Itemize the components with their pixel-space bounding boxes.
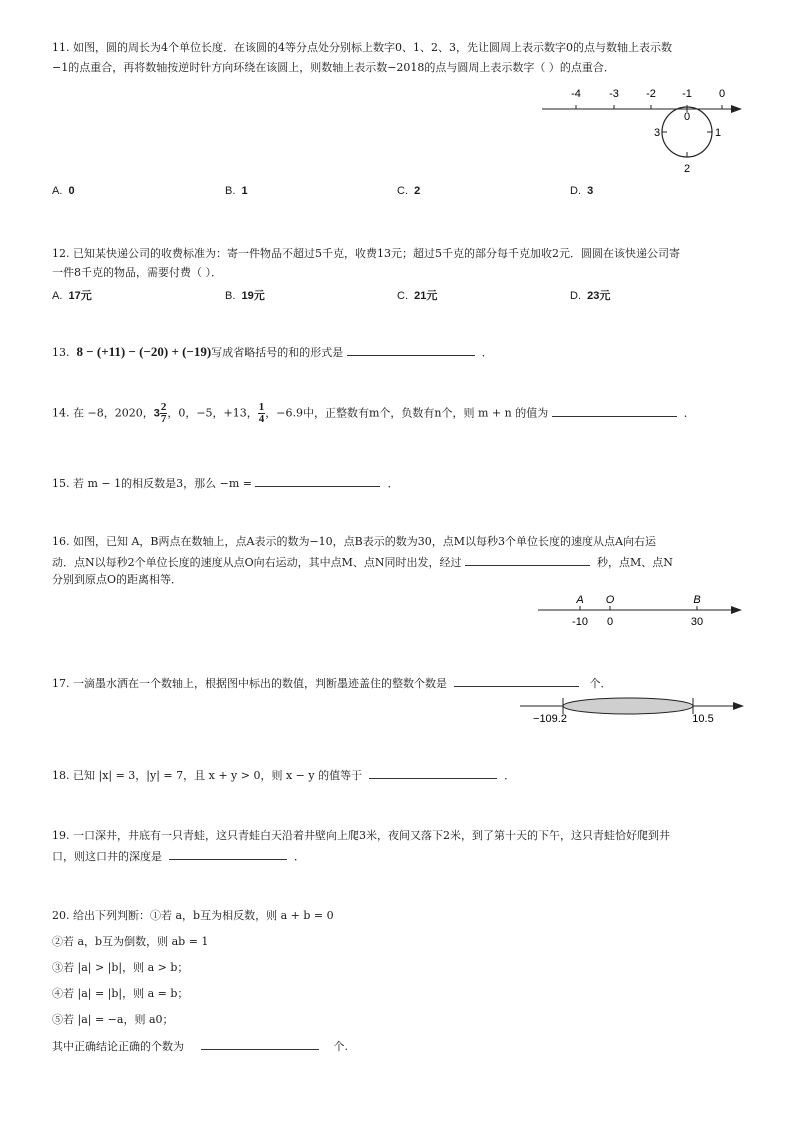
q14-fraction-1-4: $\frac{1}{4}$ bbox=[258, 401, 265, 425]
circle-label-3: 3 bbox=[653, 127, 661, 139]
q20-line1: 20. 给出下列判断：①若 a，b互为相反数，则 a + b = 0 bbox=[52, 909, 334, 922]
point-label-o: O bbox=[605, 594, 615, 606]
value-label-30: 30 bbox=[690, 616, 704, 628]
q17: 17. 一滴墨水洒在一个数轴上，根据图中标出的数值，判断墨迹盖住的整数个数是 个． bbox=[52, 677, 612, 690]
tick-label-0: 0 bbox=[718, 88, 726, 100]
arrow-head-icon bbox=[733, 702, 744, 710]
q12-option-c: C. 21元 bbox=[397, 290, 438, 302]
q15-answer-blank[interactable] bbox=[255, 476, 380, 487]
q16-line3: 分别到原点O的距离相等． bbox=[52, 573, 183, 586]
q16-line2: 动．点N以每秒2个单位长度的速度从点O向右运动，其中点M、点N同时出发，经过 秒，点M、点N bbox=[52, 556, 673, 569]
q17-answer-blank[interactable] bbox=[454, 676, 579, 687]
q11-option-b: B. 1 bbox=[225, 185, 248, 197]
value-label-neg10: -10 bbox=[572, 616, 588, 628]
q14: 14. 在 −8，2020，3 $\frac{2}{7}$ ，0，−5，+13， $\frac{1}{4}$ ，−6.9中，正整数有m个，负数有n个，则 m + n 的值为 ． bbox=[52, 401, 695, 425]
q13: 13. 8 − (+11) − (−20) + (−19)写成省略括号的和的形式是 ． bbox=[52, 344, 493, 359]
q12-option-a: A. 17元 bbox=[52, 290, 92, 302]
point-label-b: B bbox=[693, 594, 701, 606]
q16-line1: 16. 如图，已知 A，B两点在数轴上，点A表示的数为−10，点B表示的数为30，点M以每秒3个单位长度的速度从点A向右运 bbox=[52, 535, 656, 548]
q11-line2: −1的点重合，再将数轴按逆时针方向环绕在该圆上，则数轴上表示数−2018的点与圆周上表示数字（ ）的点重合． bbox=[52, 61, 615, 74]
ink-blot bbox=[563, 698, 693, 714]
q11-option-c: C. 2 bbox=[397, 185, 421, 197]
q19-line1: 19. 一口深井，井底有一只青蛙，这只青蛙白天沿着井壁向上爬3米，夜间又落下2米，到了第十天的下午，这只青蛙恰好爬到井 bbox=[52, 829, 670, 842]
tick-label-neg1: -1 bbox=[682, 88, 692, 100]
q12-line1: 12. 已知某快递公司的收费标准为：寄一件物品不超过5千克，收费13元；超过5千克的部分每千克加收2元．圆圆在该快递公司寄 bbox=[52, 247, 680, 260]
q16-answer-blank[interactable] bbox=[465, 555, 590, 566]
arrow-head-icon bbox=[731, 105, 742, 113]
circle-label-2: 2 bbox=[683, 163, 691, 175]
q16-figure bbox=[530, 592, 750, 630]
circle-label-1: 1 bbox=[714, 127, 722, 139]
q12-option-d: D. 23元 bbox=[570, 290, 611, 302]
q17-figure bbox=[515, 692, 750, 726]
q18-answer-blank[interactable] bbox=[369, 768, 497, 779]
tick-label-neg2: -2 bbox=[646, 88, 656, 100]
axis-ticks bbox=[576, 105, 722, 109]
tick-label-neg4: -4 bbox=[571, 88, 581, 100]
q11-figure bbox=[530, 82, 750, 177]
circle-label-0: 0 bbox=[683, 111, 691, 123]
q11-option-a: A. 0 bbox=[52, 185, 75, 197]
q20-last-line: 其中正确结论正确的个数为 个. bbox=[52, 1040, 348, 1053]
q13-answer-blank[interactable] bbox=[347, 345, 475, 356]
q20-answer-blank[interactable] bbox=[201, 1039, 319, 1050]
value-label-0: 0 bbox=[606, 616, 614, 628]
q20-item-3: ③若 |a| > |b|，则 a > b； bbox=[52, 961, 189, 974]
q18: 18. 已知 |x| = 3，|y| = 7，且 x + y > 0，则 x − y 的值等于 ． bbox=[52, 769, 516, 782]
q12-option-b: B. 19元 bbox=[225, 290, 265, 302]
q13-expression: 8 − (+11) − (−20) + (−19) bbox=[76, 344, 212, 359]
q20-item-4: ④若 |a| = |b|，则 a = b； bbox=[52, 987, 189, 1000]
value-label-right: 10.5 bbox=[692, 713, 714, 725]
q14-answer-blank[interactable] bbox=[552, 406, 677, 417]
arrow-head-icon bbox=[731, 606, 742, 614]
q14-fraction-2-7: $\frac{2}{7}$ bbox=[160, 401, 167, 425]
q15: 15. 若 m − 1的相反数是3，那么 −m = ． bbox=[52, 477, 399, 490]
q11-option-d: D. 3 bbox=[570, 185, 594, 197]
q19-answer-blank[interactable] bbox=[169, 849, 287, 860]
value-label-left: −109.2 bbox=[533, 713, 567, 725]
point-label-a: A bbox=[576, 594, 584, 606]
q12-line2: 一件8千克的物品，需要付费（ ）． bbox=[52, 266, 222, 279]
tick-label-neg3: -3 bbox=[609, 88, 619, 100]
q11-line1: 11. 如图，圆的周长为4个单位长度．在该圆的4等分点处分别标上数字0、1、2、3，先让圆周上表示数字0的点与数轴上表示数 bbox=[52, 41, 672, 54]
q20-item-2: ②若 a，b互为倒数，则 ab = 1 bbox=[52, 935, 209, 948]
q20-item-5: ⑤若 |a| = −a，则 a0； bbox=[52, 1013, 174, 1026]
q19-line2: 口，则这口井的深度是 ． bbox=[52, 850, 305, 863]
